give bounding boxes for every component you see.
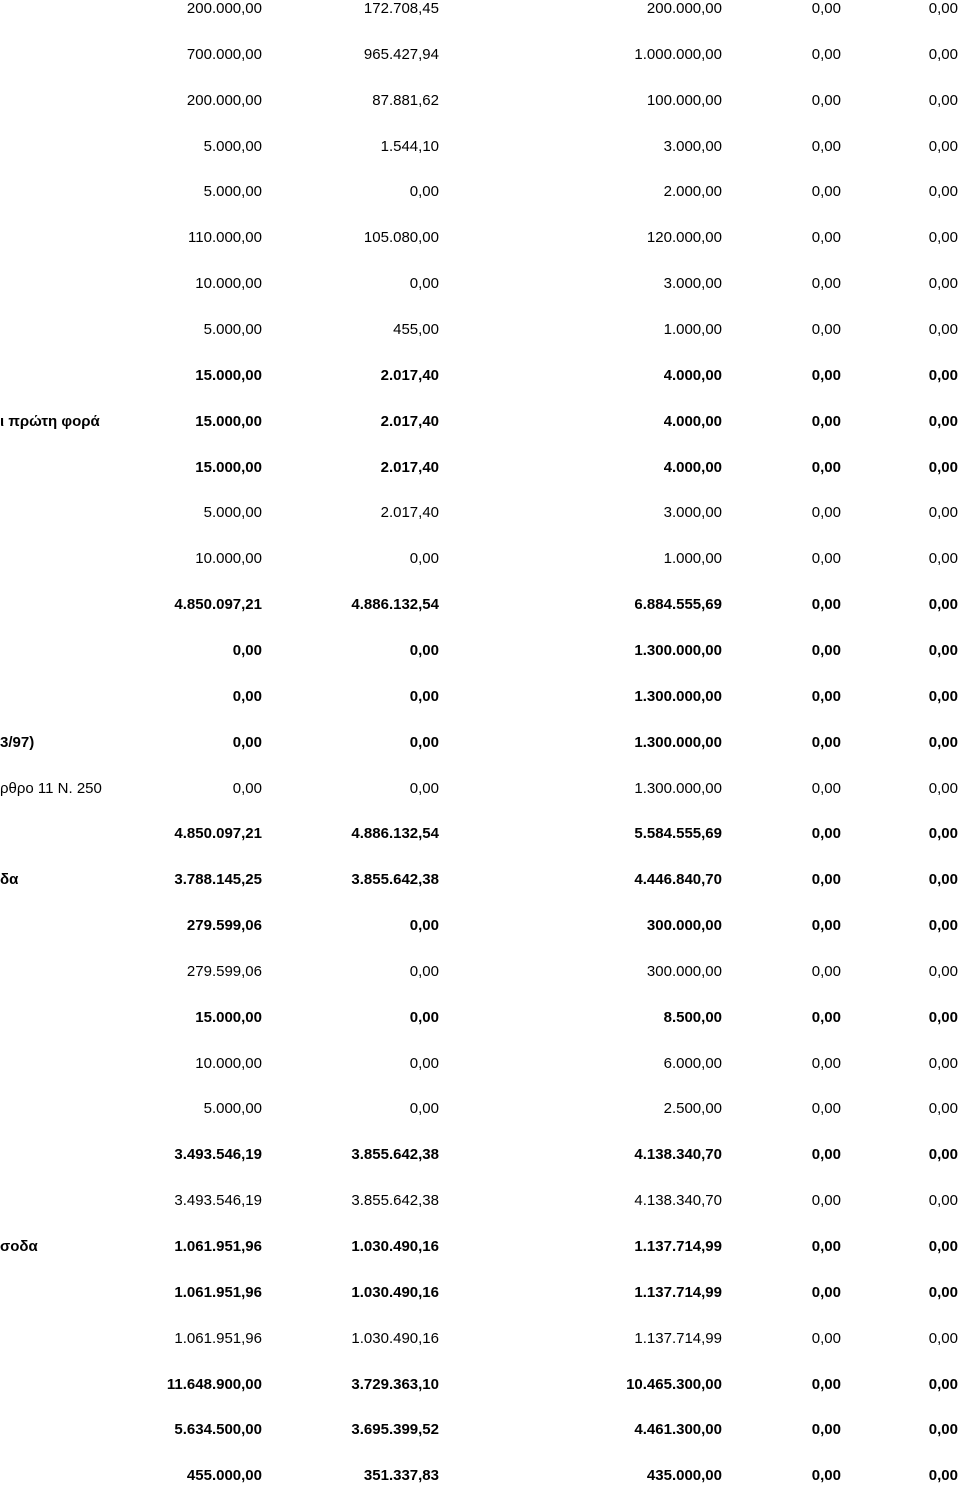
value-cell-col4: 0,00 bbox=[811, 1375, 841, 1393]
value-cell-col3: 4.446.840,70 bbox=[634, 871, 722, 889]
value-cell-col1: 15.000,00 bbox=[195, 412, 262, 430]
value-cell-col5: 0,00 bbox=[928, 962, 958, 980]
value-cell-col1: 3.493.546,19 bbox=[174, 1192, 262, 1210]
value-cell-col2: 0,00 bbox=[409, 550, 439, 568]
value-cell-col3: 6.884.555,69 bbox=[634, 596, 722, 614]
value-cell-col5: 0,00 bbox=[928, 412, 958, 430]
value-cell-col5: 0,00 bbox=[928, 45, 958, 63]
table-row bbox=[0, 686, 960, 708]
value-cell-col1: 0,00 bbox=[232, 641, 262, 659]
value-cell-col3: 300.000,00 bbox=[646, 962, 722, 980]
value-cell-col1: 10.000,00 bbox=[195, 550, 262, 568]
value-cell-col1: 15.000,00 bbox=[195, 1008, 262, 1026]
table-row bbox=[0, 319, 960, 341]
value-cell-col1: 1.061.951,96 bbox=[174, 1238, 262, 1255]
value-cell-col5: 0,00 bbox=[928, 1238, 958, 1255]
table-row bbox=[0, 1144, 960, 1166]
value-cell-col2: 105.080,00 bbox=[363, 229, 439, 247]
value-cell-col1: 15.000,00 bbox=[195, 366, 262, 384]
value-cell-col4: 0,00 bbox=[811, 1008, 841, 1026]
value-cell-col3: 3.000,00 bbox=[663, 275, 722, 293]
value-cell-col2: 3.855.642,38 bbox=[351, 1146, 439, 1164]
value-cell-col1: 4.850.097,21 bbox=[174, 825, 262, 843]
value-cell-col4: 0,00 bbox=[811, 596, 841, 614]
value-cell-col2: 0,00 bbox=[409, 1100, 439, 1118]
value-cell-col2: 0,00 bbox=[409, 779, 439, 797]
value-cell-col2: 2.017,40 bbox=[380, 458, 439, 476]
value-cell-col4: 0,00 bbox=[811, 1329, 841, 1347]
value-cell-col1: 3.788.145,25 bbox=[174, 871, 262, 889]
table-row bbox=[0, 227, 960, 249]
value-cell-col3: 4.000,00 bbox=[663, 366, 722, 384]
value-cell-col5: 0,00 bbox=[928, 733, 958, 751]
table-row bbox=[0, 1328, 960, 1350]
value-cell-col5: 0,00 bbox=[928, 0, 958, 17]
table-row bbox=[0, 502, 960, 524]
value-cell-col2: 4.886.132,54 bbox=[351, 825, 439, 843]
value-cell-col5: 0,00 bbox=[928, 229, 958, 247]
value-cell-col4: 0,00 bbox=[811, 366, 841, 384]
value-cell-col1: 3.493.546,19 bbox=[174, 1146, 262, 1164]
value-cell-col1: 10.000,00 bbox=[195, 1054, 262, 1072]
value-cell-col2: 0,00 bbox=[409, 917, 439, 934]
value-cell-col3: 10.465.300,00 bbox=[626, 1375, 722, 1393]
table-row bbox=[0, 869, 960, 891]
value-cell-col2: 2.017,40 bbox=[380, 412, 439, 430]
value-cell-col3: 5.584.555,69 bbox=[634, 825, 722, 843]
value-cell-col1: 11.648.900,00 bbox=[166, 1375, 262, 1393]
value-cell-col4: 0,00 bbox=[811, 412, 841, 430]
value-cell-col2: 351.337,83 bbox=[363, 1467, 439, 1485]
value-cell-col5: 0,00 bbox=[928, 1146, 958, 1164]
table-row bbox=[0, 548, 960, 570]
value-cell-col4: 0,00 bbox=[811, 45, 841, 63]
table-row bbox=[0, 1374, 960, 1396]
value-cell-col4: 0,00 bbox=[811, 1054, 841, 1072]
value-cell-col2: 0,00 bbox=[409, 183, 439, 201]
value-cell-col2: 0,00 bbox=[409, 1008, 439, 1026]
value-cell-col2: 3.855.642,38 bbox=[351, 871, 439, 889]
value-cell-col2: 0,00 bbox=[409, 733, 439, 751]
value-cell-col5: 0,00 bbox=[928, 550, 958, 568]
value-cell-col4: 0,00 bbox=[811, 275, 841, 293]
value-cell-col5: 0,00 bbox=[928, 1467, 958, 1485]
value-cell-col3: 3.000,00 bbox=[663, 137, 722, 155]
value-cell-col4: 0,00 bbox=[811, 687, 841, 705]
value-cell-col2: 172.708,45 bbox=[363, 0, 439, 17]
table-row bbox=[0, 44, 960, 66]
value-cell-col5: 0,00 bbox=[928, 641, 958, 659]
value-cell-col4: 0,00 bbox=[811, 1421, 841, 1439]
value-cell-col1: 5.634.500,00 bbox=[174, 1421, 262, 1439]
value-cell-col4: 0,00 bbox=[811, 91, 841, 109]
value-cell-col5: 0,00 bbox=[928, 320, 958, 338]
value-cell-col5: 0,00 bbox=[928, 917, 958, 934]
value-cell-col2: 1.030.490,16 bbox=[351, 1238, 439, 1255]
value-cell-col2: 87.881,62 bbox=[372, 91, 439, 109]
value-cell-col4: 0,00 bbox=[811, 183, 841, 201]
value-cell-col3: 1.137.714,99 bbox=[634, 1238, 722, 1255]
value-cell-col4: 0,00 bbox=[811, 1100, 841, 1118]
value-cell-col5: 0,00 bbox=[928, 1375, 958, 1393]
table-row bbox=[0, 1190, 960, 1212]
table-row bbox=[0, 1236, 960, 1258]
value-cell-col4: 0,00 bbox=[811, 917, 841, 934]
value-cell-col3: 4.138.340,70 bbox=[634, 1192, 722, 1210]
value-cell-col3: 1.000,00 bbox=[663, 550, 722, 568]
value-cell-col1: 5.000,00 bbox=[203, 183, 262, 201]
table-row bbox=[0, 90, 960, 112]
value-cell-col2: 0,00 bbox=[409, 962, 439, 980]
value-cell-col3: 1.137.714,99 bbox=[634, 1329, 722, 1347]
value-cell-col5: 0,00 bbox=[928, 1283, 958, 1301]
value-cell-col1: 279.599,06 bbox=[186, 962, 262, 980]
value-cell-col3: 3.000,00 bbox=[663, 504, 722, 522]
table-row bbox=[0, 1098, 960, 1120]
value-cell-col3: 2.000,00 bbox=[663, 183, 722, 201]
value-cell-col1: 0,00 bbox=[232, 687, 262, 705]
value-cell-col2: 4.886.132,54 bbox=[351, 596, 439, 614]
value-cell-col2: 0,00 bbox=[409, 275, 439, 293]
table-row bbox=[0, 411, 960, 433]
value-cell-col5: 0,00 bbox=[928, 137, 958, 155]
value-cell-col5: 0,00 bbox=[928, 1329, 958, 1347]
value-cell-col5: 0,00 bbox=[928, 504, 958, 522]
value-cell-col4: 0,00 bbox=[811, 504, 841, 522]
value-cell-col1: 279.599,06 bbox=[186, 917, 262, 934]
value-cell-col2: 2.017,40 bbox=[380, 366, 439, 384]
value-cell-col5: 0,00 bbox=[928, 1100, 958, 1118]
value-cell-col3: 2.500,00 bbox=[663, 1100, 722, 1118]
table-row bbox=[0, 778, 960, 800]
table-row bbox=[0, 915, 960, 937]
value-cell-col3: 1.137.714,99 bbox=[634, 1283, 722, 1301]
value-cell-col1: 110.000,00 bbox=[188, 229, 262, 247]
value-cell-col1: 700.000,00 bbox=[186, 45, 262, 63]
value-cell-col2: 0,00 bbox=[409, 641, 439, 659]
value-cell-col2: 1.544,10 bbox=[380, 137, 439, 155]
value-cell-col3: 4.461.300,00 bbox=[634, 1421, 722, 1439]
value-cell-col4: 0,00 bbox=[811, 550, 841, 568]
value-cell-col5: 0,00 bbox=[928, 1421, 958, 1439]
value-cell-col4: 0,00 bbox=[811, 137, 841, 155]
value-cell-col3: 1.300.000,00 bbox=[634, 779, 722, 797]
value-cell-col2: 965.427,94 bbox=[363, 45, 439, 63]
table-row bbox=[0, 136, 960, 158]
value-cell-col4: 0,00 bbox=[811, 825, 841, 843]
value-cell-col1: 0,00 bbox=[232, 733, 262, 751]
row-label: σοδα bbox=[0, 1238, 38, 1255]
value-cell-col2: 1.030.490,16 bbox=[351, 1329, 439, 1347]
row-label: ι πρώτη φορά bbox=[0, 412, 100, 430]
value-cell-col1: 0,00 bbox=[232, 779, 262, 797]
table-row bbox=[0, 1282, 960, 1304]
table-row bbox=[0, 823, 960, 845]
value-cell-col3: 100.000,00 bbox=[646, 91, 722, 109]
value-cell-col1: 4.850.097,21 bbox=[174, 596, 262, 614]
value-cell-col4: 0,00 bbox=[811, 0, 841, 17]
value-cell-col4: 0,00 bbox=[811, 1283, 841, 1301]
value-cell-col1: 5.000,00 bbox=[203, 137, 262, 155]
table-row bbox=[0, 732, 960, 754]
value-cell-col5: 0,00 bbox=[928, 1192, 958, 1210]
table-row bbox=[0, 457, 960, 479]
row-label: ρθρο 11 Ν. 250 bbox=[0, 779, 102, 797]
value-cell-col1: 5.000,00 bbox=[203, 504, 262, 522]
value-cell-col3: 8.500,00 bbox=[663, 1008, 722, 1026]
value-cell-col1: 15.000,00 bbox=[195, 458, 262, 476]
value-cell-col3: 1.000.000,00 bbox=[634, 45, 722, 63]
value-cell-col5: 0,00 bbox=[928, 366, 958, 384]
value-cell-col2: 0,00 bbox=[409, 687, 439, 705]
value-cell-col4: 0,00 bbox=[811, 871, 841, 889]
table-row bbox=[0, 365, 960, 387]
value-cell-col4: 0,00 bbox=[811, 779, 841, 797]
value-cell-col4: 0,00 bbox=[811, 458, 841, 476]
value-cell-col1: 200.000,00 bbox=[186, 91, 262, 109]
value-cell-col2: 0,00 bbox=[409, 1054, 439, 1072]
value-cell-col2: 3.695.399,52 bbox=[351, 1421, 439, 1439]
table-row bbox=[0, 0, 960, 20]
value-cell-col3: 1.000,00 bbox=[663, 320, 722, 338]
table-row bbox=[0, 1465, 960, 1487]
value-cell-col1: 10.000,00 bbox=[195, 275, 262, 293]
value-cell-col5: 0,00 bbox=[928, 1054, 958, 1072]
value-cell-col5: 0,00 bbox=[928, 825, 958, 843]
value-cell-col3: 300.000,00 bbox=[646, 917, 722, 934]
value-cell-col4: 0,00 bbox=[811, 320, 841, 338]
row-label: 3/97) bbox=[0, 733, 35, 751]
table-row bbox=[0, 1007, 960, 1029]
value-cell-col5: 0,00 bbox=[928, 871, 958, 889]
value-cell-col4: 0,00 bbox=[811, 641, 841, 659]
value-cell-col5: 0,00 bbox=[928, 183, 958, 201]
value-cell-col4: 0,00 bbox=[811, 962, 841, 980]
value-cell-col4: 0,00 bbox=[811, 733, 841, 751]
value-cell-col5: 0,00 bbox=[928, 91, 958, 109]
value-cell-col3: 4.000,00 bbox=[663, 458, 722, 476]
value-cell-col3: 4.138.340,70 bbox=[634, 1146, 722, 1164]
value-cell-col4: 0,00 bbox=[811, 1192, 841, 1210]
table-row bbox=[0, 273, 960, 295]
table-row bbox=[0, 640, 960, 662]
value-cell-col1: 1.061.951,96 bbox=[174, 1283, 262, 1301]
value-cell-col3: 4.000,00 bbox=[663, 412, 722, 430]
value-cell-col2: 1.030.490,16 bbox=[351, 1283, 439, 1301]
value-cell-col5: 0,00 bbox=[928, 275, 958, 293]
table-row bbox=[0, 1053, 960, 1075]
value-cell-col3: 1.300.000,00 bbox=[634, 687, 722, 705]
value-cell-col5: 0,00 bbox=[928, 687, 958, 705]
value-cell-col1: 5.000,00 bbox=[203, 1100, 262, 1118]
value-cell-col3: 1.300.000,00 bbox=[634, 733, 722, 751]
value-cell-col3: 6.000,00 bbox=[663, 1054, 722, 1072]
value-cell-col2: 455,00 bbox=[393, 320, 439, 338]
value-cell-col1: 200.000,00 bbox=[186, 0, 262, 17]
table-row bbox=[0, 594, 960, 616]
value-cell-col5: 0,00 bbox=[928, 779, 958, 797]
value-cell-col2: 3.729.363,10 bbox=[351, 1375, 439, 1393]
value-cell-col5: 0,00 bbox=[928, 596, 958, 614]
value-cell-col2: 2.017,40 bbox=[380, 504, 439, 522]
value-cell-col5: 0,00 bbox=[928, 458, 958, 476]
value-cell-col3: 120.000,00 bbox=[646, 229, 722, 247]
value-cell-col4: 0,00 bbox=[811, 1467, 841, 1485]
value-cell-col3: 200.000,00 bbox=[646, 0, 722, 17]
value-cell-col2: 3.855.642,38 bbox=[351, 1192, 439, 1210]
value-cell-col1: 455.000,00 bbox=[186, 1467, 262, 1485]
value-cell-col1: 1.061.951,96 bbox=[174, 1329, 262, 1347]
value-cell-col4: 0,00 bbox=[811, 1146, 841, 1164]
value-cell-col4: 0,00 bbox=[811, 229, 841, 247]
value-cell-col5: 0,00 bbox=[928, 1008, 958, 1026]
row-label: δα bbox=[0, 871, 19, 889]
table-row bbox=[0, 961, 960, 983]
value-cell-col3: 435.000,00 bbox=[646, 1467, 722, 1485]
table-row bbox=[0, 1419, 960, 1441]
value-cell-col1: 5.000,00 bbox=[203, 320, 262, 338]
value-cell-col4: 0,00 bbox=[811, 1238, 841, 1255]
value-cell-col3: 1.300.000,00 bbox=[634, 641, 722, 659]
table-row bbox=[0, 181, 960, 203]
